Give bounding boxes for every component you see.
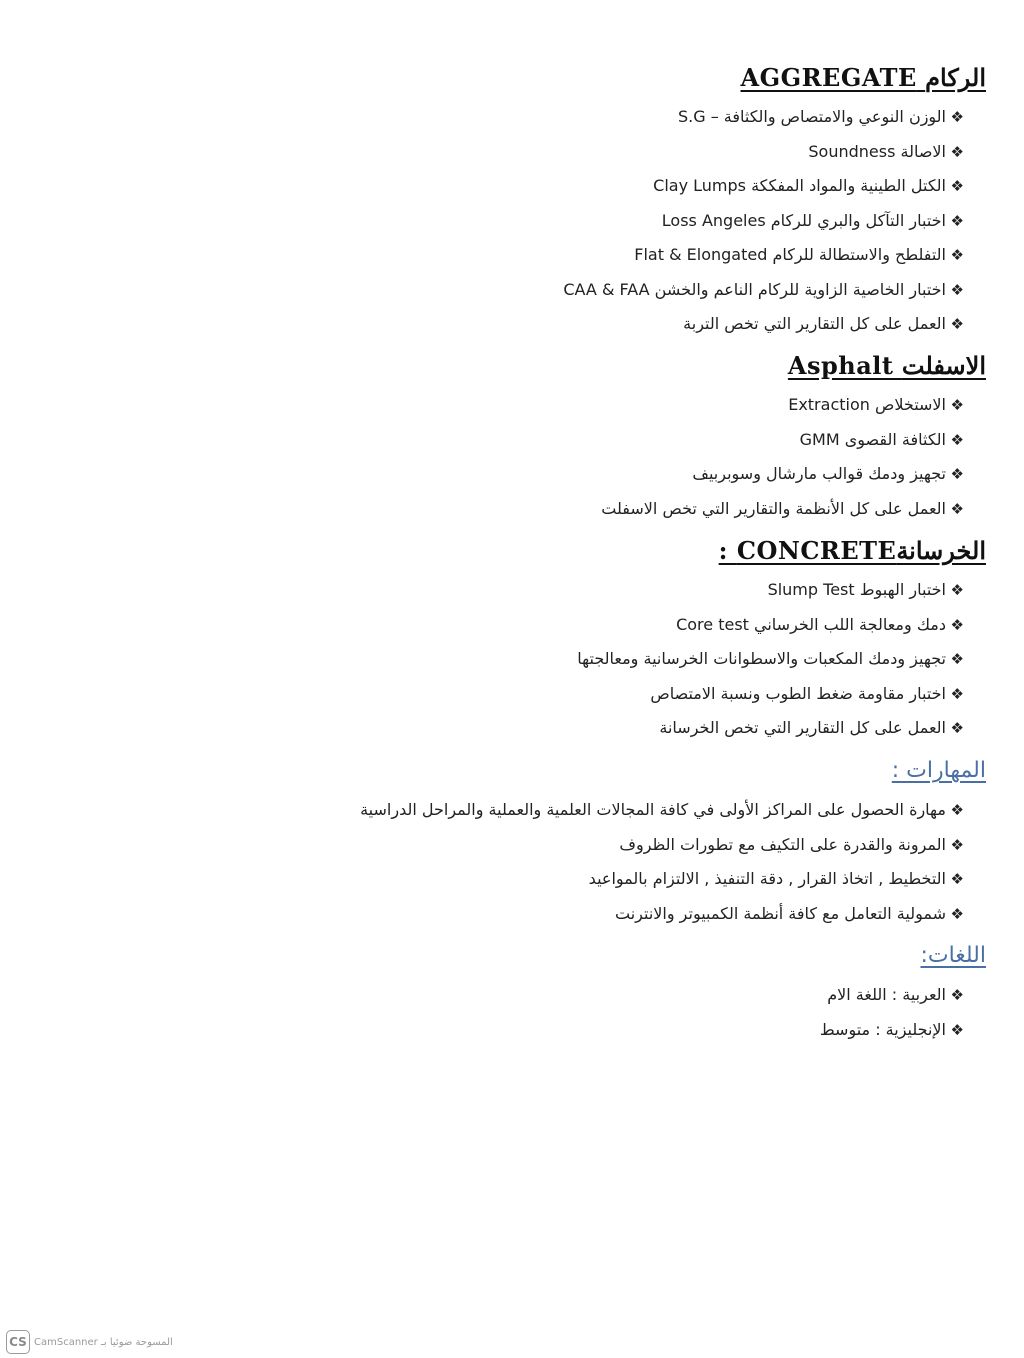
diamond-bullet-icon: ❖ (950, 315, 964, 333)
section-languages (346, 940, 986, 1047)
diamond-bullet-icon: ❖ (950, 142, 964, 161)
list-item (346, 388, 986, 423)
list-item (346, 642, 986, 677)
diamond-bullet-icon: ❖ (950, 280, 964, 299)
camscanner-watermark (6, 1330, 173, 1354)
item-text: الكثافة القصوى GMM (799, 429, 946, 449)
item-text: مهارة الحصول على المراكز الأولى في كافة المجالات العلمية والعملية والمراحل الدراسية (360, 800, 946, 819)
item-text: دمك ومعالجة اللب الخرساني Core test (676, 614, 946, 634)
list-item (346, 169, 986, 204)
diamond-bullet-icon: ❖ (950, 465, 964, 483)
item-list (346, 388, 986, 526)
list-item (286, 862, 986, 897)
section-heading (346, 535, 986, 567)
list-item (346, 307, 986, 342)
heading-english: AGGREGATE (740, 63, 917, 92)
diamond-bullet-icon: ❖ (950, 986, 964, 1004)
list-item (346, 100, 986, 135)
diamond-bullet-icon: ❖ (950, 177, 964, 195)
diamond-bullet-icon: ❖ (950, 870, 964, 888)
item-text: الوزن النوعي والامتصاص والكثافة – S.G (677, 107, 946, 126)
diamond-bullet-icon: ❖ (950, 615, 964, 634)
list-item (346, 204, 986, 239)
section-concrete (346, 535, 986, 746)
item-list (346, 100, 986, 342)
item-text: الاصالة Soundness (808, 141, 946, 161)
section-heading (346, 62, 986, 94)
section-heading (346, 350, 986, 382)
diamond-bullet-icon: ❖ (950, 1020, 964, 1039)
diamond-bullet-icon: ❖ (950, 396, 964, 414)
item-text: العمل على كل التقارير التي تخص الخرسانة (659, 718, 946, 737)
list-item (286, 897, 986, 932)
list-item (346, 492, 986, 527)
item-text: اختبار مقاومة ضغط الطوب ونسبة الامتصاص (650, 683, 946, 703)
item-list (286, 793, 986, 931)
item-text: العربية : اللغة الام (827, 985, 946, 1004)
list-item (346, 608, 986, 643)
heading-english: Asphalt (787, 351, 894, 380)
camscanner-logo: CS (6, 1330, 30, 1354)
item-text: التخطيط , اتخاذ القرار , دقة التنفيذ , الالتزام بالمواعيد (588, 869, 946, 888)
section-heading (346, 940, 986, 972)
heading-english: CONCRETE : (718, 536, 897, 565)
section-aggregate (346, 62, 986, 342)
list-item (346, 978, 986, 1013)
diamond-bullet-icon: ❖ (950, 684, 964, 703)
diamond-bullet-icon: ❖ (950, 108, 964, 126)
item-text: اختبار الخاصية الزاوية للركام الناعم والخشن CAA & FAA (563, 279, 946, 299)
section-asphalt (346, 350, 986, 526)
list-item (346, 238, 986, 273)
item-text: تجهيز ودمك قوالب مارشال وسوبربيف (692, 464, 946, 483)
item-text: الاستخلاص Extraction (788, 395, 946, 414)
item-text: العمل على كل الأنظمة والتقارير التي تخص الاسفلت (601, 498, 946, 518)
heading-arabic: اللغات: (920, 943, 986, 968)
heading-arabic: الركام (925, 63, 986, 92)
heading-arabic: المهارات : (891, 758, 986, 783)
list-item (346, 423, 986, 458)
diamond-bullet-icon: ❖ (950, 430, 964, 449)
item-text: اختبار الهبوط Slump Test (767, 580, 946, 599)
watermark-text: CamScanner المسوحة ضوئيا بـ (34, 1336, 173, 1348)
item-text: اختبار التآكل والبري للركام Loss Angeles (661, 210, 946, 230)
item-text: التفلطح والاستطالة للركام Flat & Elongated (634, 245, 946, 264)
list-item (346, 677, 986, 712)
diamond-bullet-icon: ❖ (950, 650, 964, 668)
list-item (286, 793, 986, 828)
section-skills (286, 755, 986, 931)
list-item (346, 457, 986, 492)
item-text: الكتل الطينية والمواد المفككة Clay Lumps (653, 176, 946, 195)
diamond-bullet-icon: ❖ (950, 211, 964, 230)
list-item (286, 828, 986, 863)
diamond-bullet-icon: ❖ (950, 835, 964, 854)
diamond-bullet-icon: ❖ (950, 801, 964, 819)
item-text: العمل على كل التقارير التي تخص التربة (683, 314, 946, 333)
list-item (346, 573, 986, 608)
list-item (346, 135, 986, 170)
item-text: الإنجليزية : متوسط (819, 1019, 946, 1039)
item-list (346, 573, 986, 746)
diamond-bullet-icon: ❖ (950, 904, 964, 923)
diamond-bullet-icon: ❖ (950, 499, 964, 518)
diamond-bullet-icon: ❖ (950, 719, 964, 737)
list-item (346, 273, 986, 308)
item-text: المرونة والقدرة على التكيف مع تطورات الظروف (619, 834, 946, 854)
diamond-bullet-icon: ❖ (950, 581, 964, 599)
diamond-bullet-icon: ❖ (950, 246, 964, 264)
item-text: شمولية التعامل مع كافة أنظمة الكمبيوتر والانترنت (615, 903, 946, 923)
item-text: تجهيز ودمك المكعبات والاسطوانات الخرسانية ومعالجتها (577, 649, 946, 668)
list-item (346, 711, 986, 746)
heading-arabic: الاسفلت (901, 351, 986, 380)
item-list (346, 978, 986, 1047)
section-heading (286, 755, 986, 787)
heading-arabic: الخرسانة (896, 536, 986, 565)
list-item (346, 1013, 986, 1048)
